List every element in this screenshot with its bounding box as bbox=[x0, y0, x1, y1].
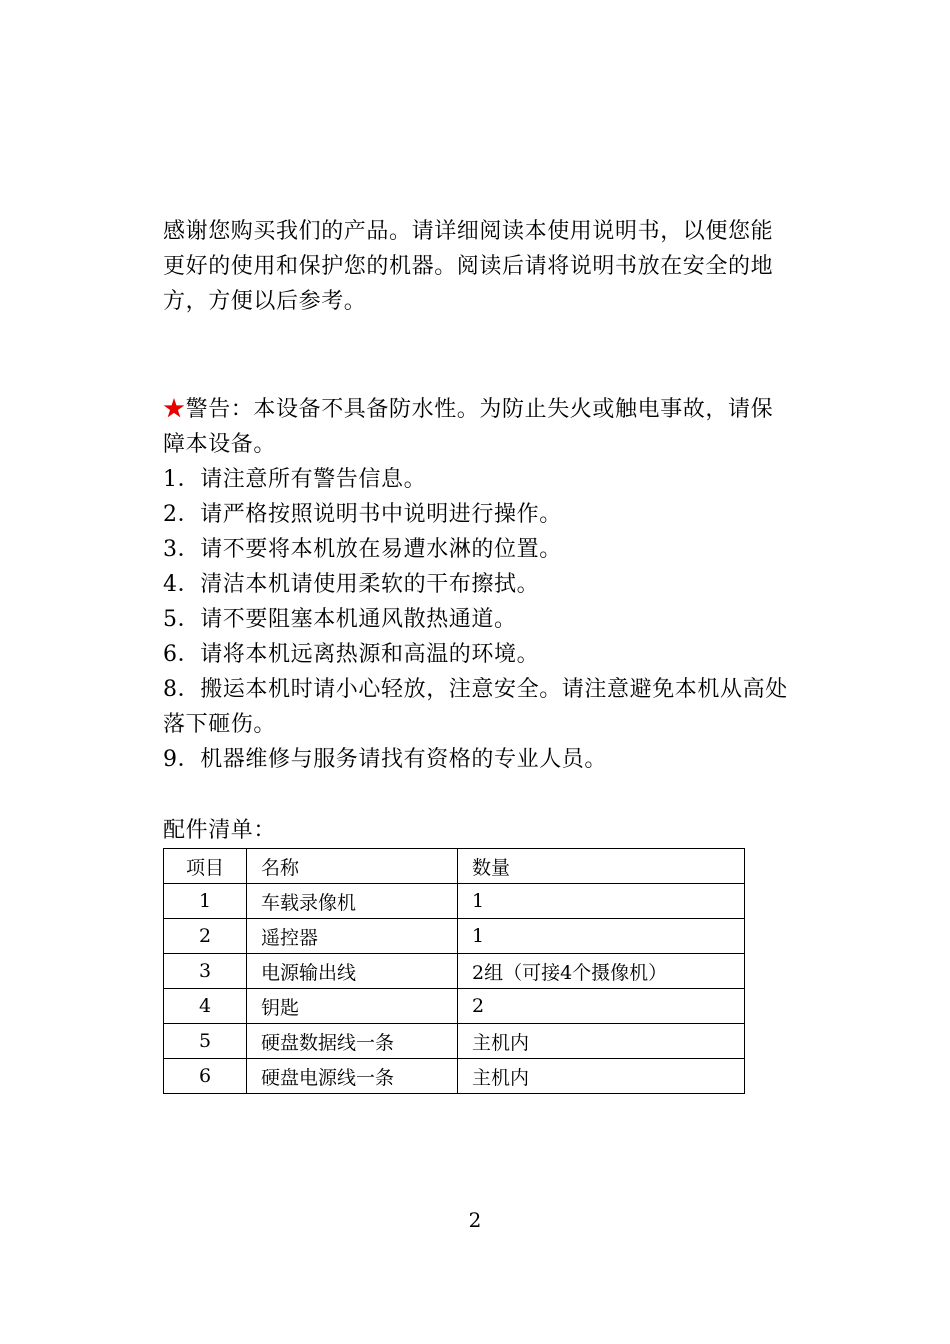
cell-qty: 1 bbox=[458, 884, 745, 919]
header-cell-qty: 数量 bbox=[458, 849, 745, 884]
cell-name: 车载录像机 bbox=[247, 884, 458, 919]
star-icon: ★ bbox=[163, 397, 186, 422]
cell-item: 1 bbox=[164, 884, 247, 919]
list-item: 9．机器维修与服务请找有资格的专业人员。 bbox=[163, 747, 607, 772]
warning-section bbox=[163, 392, 793, 777]
list-item: 3．请不要将本机放在易遭水淋的位置。 bbox=[163, 537, 562, 562]
list-item: 6．请将本机远离热源和高温的环境。 bbox=[163, 642, 540, 667]
cell-item: 2 bbox=[164, 919, 247, 954]
cell-qty: 2 bbox=[458, 989, 745, 1024]
cell-name: 电源输出线 bbox=[247, 954, 458, 989]
cell-item: 4 bbox=[164, 989, 247, 1024]
warning-text: 警告：本设备不具备防水性。为防止失火或触电事故，请保障本设备。 bbox=[163, 397, 774, 457]
list-item: 2．请严格按照说明书中说明进行操作。 bbox=[163, 502, 562, 527]
cell-qty: 主机内 bbox=[458, 1024, 745, 1059]
table-row bbox=[164, 989, 745, 1024]
list-item: 4．清洁本机请使用柔软的干布擦拭。 bbox=[163, 572, 540, 597]
accessories-title: 配件清单： bbox=[163, 818, 277, 843]
table-row bbox=[164, 884, 745, 919]
table-header-row bbox=[164, 849, 745, 884]
table-row bbox=[164, 1059, 745, 1094]
list-item: 5．请不要阻塞本机通风散热通道。 bbox=[163, 607, 517, 632]
intro-paragraph: 感谢您购买我们的产品。请详细阅读本使用说明书，以便您能更好的使用和保护您的机器。阅读后请将说明书放在安全的地方，方便以后参考。 bbox=[163, 219, 774, 314]
header-cell-name: 名称 bbox=[247, 849, 458, 884]
table-row bbox=[164, 919, 745, 954]
cell-name: 遥控器 bbox=[247, 919, 458, 954]
list-item: 1．请注意所有警告信息。 bbox=[163, 467, 427, 492]
cell-item: 3 bbox=[164, 954, 247, 989]
cell-item: 6 bbox=[164, 1059, 247, 1094]
page-number: 2 bbox=[468, 1208, 482, 1232]
table-row bbox=[164, 954, 745, 989]
cell-name: 硬盘数据线一条 bbox=[247, 1024, 458, 1059]
cell-qty: 主机内 bbox=[458, 1059, 745, 1094]
cell-qty: 2组（可接4个摄像机） bbox=[458, 954, 745, 989]
list-item: 8．搬运本机时请小心轻放，注意安全。请注意避免本机从高处落下砸伤。 bbox=[163, 677, 788, 737]
warning-paragraph bbox=[163, 392, 793, 462]
table-row bbox=[164, 1024, 745, 1059]
accessories-table bbox=[163, 848, 745, 1094]
cell-qty: 1 bbox=[458, 919, 745, 954]
header-cell-item: 项目 bbox=[164, 849, 247, 884]
cell-name: 钥匙 bbox=[247, 989, 458, 1024]
cell-name: 硬盘电源线一条 bbox=[247, 1059, 458, 1094]
cell-item: 5 bbox=[164, 1024, 247, 1059]
